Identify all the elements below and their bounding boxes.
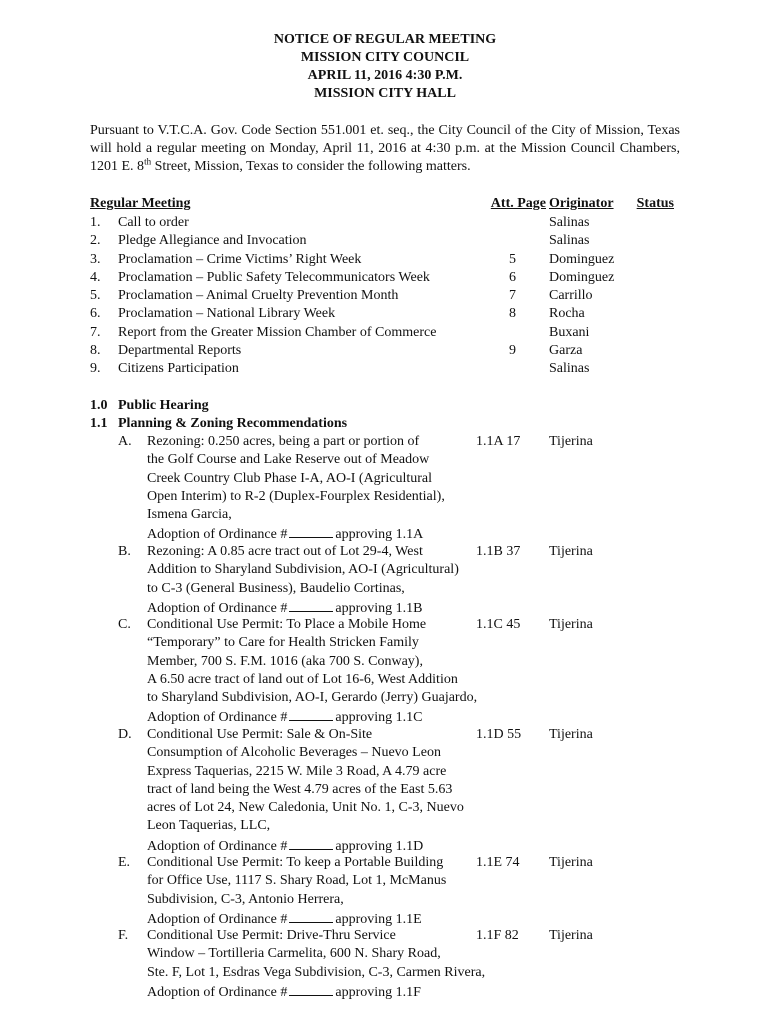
item-originator: Dominguez — [549, 252, 615, 267]
item-text: Call to order — [118, 215, 189, 230]
meeting-location: MISSION CITY HALL — [314, 86, 456, 101]
hearing-item-originator: Tijerina — [549, 544, 593, 559]
hearing-item-text: Addition to Sharyland Subdivision, AO-I (Agricultural) — [147, 562, 459, 577]
subsection-number: 1.1 — [90, 416, 108, 431]
intro-text-end: Street, Mission, Texas to consider the following matters. — [151, 159, 471, 174]
hearing-item-att: 1.1A 17 — [476, 434, 521, 449]
adoption-label: Adoption of Ordinance # — [147, 839, 288, 854]
item-number: 1. — [90, 215, 101, 230]
hearing-item-text: Ismena Garcia, — [147, 507, 232, 522]
hearing-item-originator: Tijerina — [549, 727, 593, 742]
adoption-line — [147, 982, 421, 1001]
ordinance-number-blank — [289, 524, 333, 538]
hearing-item-text: Ste. F, Lot 1, Esdras Vega Subdivision, C-3, Carmen Rivera, — [147, 965, 486, 980]
hearing-item-originator: Tijerina — [549, 434, 593, 449]
item-text: Departmental Reports — [118, 343, 242, 358]
item-number: 9. — [90, 361, 101, 376]
item-originator: Dominguez — [549, 270, 615, 285]
adoption-approval: approving 1.1A — [335, 527, 424, 542]
hearing-item-letter: F. — [118, 928, 129, 943]
ordinance-number-blank — [289, 836, 333, 850]
hearing-item-text: Conditional Use Permit: Sale & On-Site — [147, 727, 373, 742]
adoption-label: Adoption of Ordinance # — [147, 985, 288, 1000]
hearing-item-text: to Sharyland Subdivision, AO-I, Gerardo (Jerry) Guajardo, — [147, 690, 478, 705]
column-att-page: Att. Page — [490, 196, 546, 211]
ordinance-number-blank — [289, 707, 333, 721]
hearing-item-text: Window – Tortilleria Carmelita, 600 N. Shary Road, — [147, 946, 441, 961]
hearing-item-att: 1.1C 45 — [476, 617, 521, 632]
item-page: 5 — [509, 252, 516, 267]
hearing-item-text: “Temporary” to Care for Health Stricken Family — [147, 635, 419, 650]
hearing-item-text: to C-3 (General Business), Baudelio Cortinas, — [147, 581, 405, 596]
section-number: 1.0 — [90, 398, 108, 413]
hearing-item-letter: C. — [118, 617, 131, 632]
item-number: 8. — [90, 343, 101, 358]
notice-title: NOTICE OF REGULAR MEETING — [273, 32, 497, 47]
hearing-item-text: for Office Use, 1117 S. Shary Road, Lot 1, McManus — [147, 873, 447, 888]
hearing-item-text: acres of Lot 24, New Caledonia, Unit No. 1, C-3, Nuevo — [147, 800, 464, 815]
ordinance-number-blank — [289, 598, 333, 612]
adoption-label: Adoption of Ordinance # — [147, 527, 288, 542]
adoption-line — [147, 707, 422, 726]
item-number: 5. — [90, 288, 101, 303]
item-originator: Salinas — [549, 361, 590, 376]
hearing-item-text: Creek Country Club Phase I-A, AO-I (Agricultural — [147, 471, 432, 486]
item-page: 8 — [509, 306, 516, 321]
hearing-item-text: Rezoning: 0.250 acres, being a part or portion of — [147, 434, 420, 449]
item-number: 6. — [90, 306, 101, 321]
item-text: Report from the Greater Mission Chamber of Commerce — [118, 325, 437, 340]
item-originator: Garza — [549, 343, 583, 358]
hearing-item-letter: E. — [118, 855, 131, 870]
adoption-line — [147, 598, 422, 617]
item-page: 7 — [509, 288, 516, 303]
hearing-item-text: tract of land being the West 4.79 acres of the East 5.63 — [147, 782, 453, 797]
item-page: 9 — [509, 343, 516, 358]
column-originator: Originator — [549, 196, 614, 211]
hearing-item-text: Subdivision, C-3, Antonio Herrera, — [147, 892, 344, 907]
adoption-line — [147, 909, 422, 928]
hearing-item-att: 1.1F 82 — [476, 928, 519, 943]
hearing-item-att: 1.1D 55 — [476, 727, 522, 742]
hearing-item-text: A 6.50 acre tract of land out of Lot 16-6, West Addition — [147, 672, 458, 687]
item-number: 2. — [90, 233, 101, 248]
section-regular-meeting: Regular Meeting — [90, 196, 191, 211]
item-text: Citizens Participation — [118, 361, 239, 376]
item-number: 3. — [90, 252, 101, 267]
hearing-item-letter: A. — [118, 434, 132, 449]
item-originator: Salinas — [549, 233, 590, 248]
hearing-item-originator: Tijerina — [549, 855, 593, 870]
section-public-hearing: Public Hearing — [118, 398, 209, 413]
item-originator: Salinas — [549, 215, 590, 230]
item-text: Proclamation – Animal Cruelty Prevention Month — [118, 288, 399, 303]
item-text: Pledge Allegiance and Invocation — [118, 233, 307, 248]
adoption-approval: approving 1.1D — [335, 839, 424, 854]
hearing-item-text: Conditional Use Permit: To keep a Portable Building — [147, 855, 444, 870]
hearing-item-att: 1.1B 37 — [476, 544, 521, 559]
adoption-label: Adoption of Ordinance # — [147, 710, 288, 725]
hearing-item-text: Consumption of Alcoholic Beverages – Nuevo Leon — [147, 745, 441, 760]
hearing-item-text: Open Interim) to R-2 (Duplex-Fourplex Residential), — [147, 489, 445, 504]
hearing-item-text: Express Taquerias, 2215 W. Mile 3 Road, A 4.79 acre — [147, 764, 447, 779]
item-number: 4. — [90, 270, 101, 285]
intro-text: Pursuant to V.T.C.A. Gov. Code Section 551.001 et. seq., the City Council of the City of Mission, Texas will hold a regular meeting on Monday, April 11, 2016 at 4:30 p.m. at the Mission Council Chambers, 1201 E. 8 — [90, 123, 680, 174]
item-text: Proclamation – Crime Victims’ Right Week — [118, 252, 362, 267]
adoption-approval: approving 1.1F — [335, 985, 421, 1000]
adoption-label: Adoption of Ordinance # — [147, 912, 288, 927]
ordinance-number-blank — [289, 909, 333, 923]
hearing-item-letter: B. — [118, 544, 131, 559]
item-originator: Rocha — [549, 306, 585, 321]
adoption-line — [147, 836, 423, 855]
hearing-item-text: Conditional Use Permit: Drive-Thru Service — [147, 928, 396, 943]
adoption-approval: approving 1.1E — [335, 912, 422, 927]
subsection-planning-zoning: Planning & Zoning Recommendations — [118, 416, 348, 431]
ordinance-number-blank — [289, 982, 333, 996]
intro-sup: th — [144, 156, 152, 167]
adoption-label: Adoption of Ordinance # — [147, 601, 288, 616]
hearing-item-text: Rezoning: A 0.85 acre tract out of Lot 29-4, West — [147, 544, 423, 559]
hearing-item-letter: D. — [118, 727, 132, 742]
hearing-item-text: Member, 700 S. F.M. 1016 (aka 700 S. Conway), — [147, 654, 423, 669]
adoption-approval: approving 1.1B — [335, 601, 423, 616]
item-text: Proclamation – National Library Week — [118, 306, 336, 321]
meeting-date: APRIL 11, 2016 4:30 P.M. — [307, 68, 463, 83]
adoption-approval: approving 1.1C — [335, 710, 423, 725]
item-page: 6 — [509, 270, 516, 285]
council-name: MISSION CITY COUNCIL — [300, 50, 470, 65]
hearing-item-att: 1.1E 74 — [476, 855, 520, 870]
item-originator: Carrillo — [549, 288, 593, 303]
item-number: 7. — [90, 325, 101, 340]
hearing-item-originator: Tijerina — [549, 928, 593, 943]
hearing-item-originator: Tijerina — [549, 617, 593, 632]
hearing-item-text: Conditional Use Permit: To Place a Mobile Home — [147, 617, 427, 632]
hearing-item-text: Leon Taquerias, LLC, — [147, 818, 271, 833]
item-originator: Buxani — [549, 325, 590, 340]
intro-paragraph — [90, 122, 680, 176]
item-text: Proclamation – Public Safety Telecommunicators Week — [118, 270, 430, 285]
adoption-line — [147, 524, 423, 543]
hearing-item-text: the Golf Course and Lake Reserve out of Meadow — [147, 452, 430, 467]
column-status: Status — [636, 196, 674, 211]
